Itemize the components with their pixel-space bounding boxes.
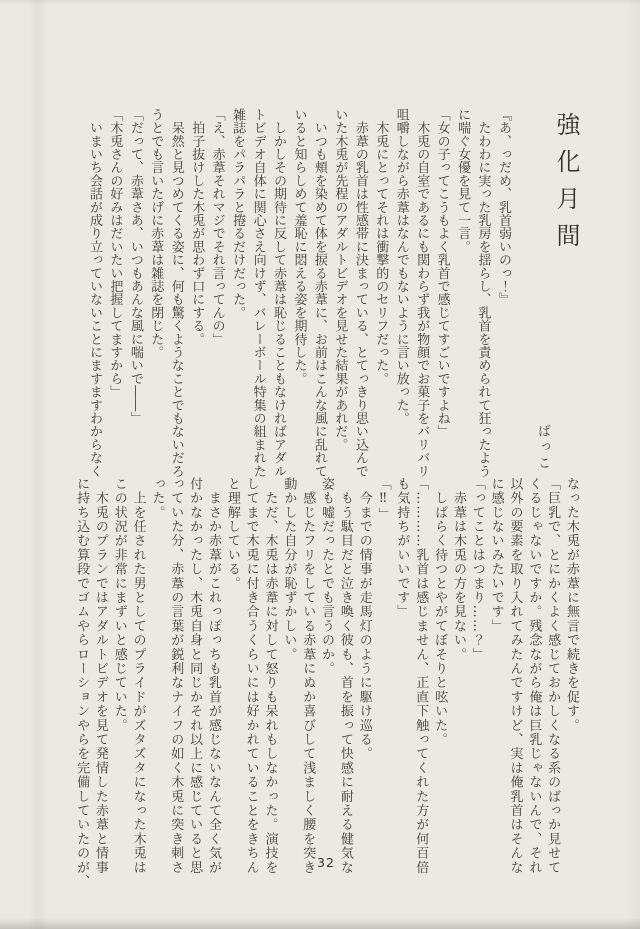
- text-column: と理解している。: [224, 477, 240, 591]
- text-column: くるじゃないですか。残念ながら俺は巨乳じゃないんで、それ: [526, 477, 542, 875]
- author-name: ばっこ: [535, 424, 550, 472]
- text-column: 木兎のプランではアダルトビデオを見て発情した赤葦と情事: [92, 477, 108, 875]
- text-column: いた木兎が先程のアダルトビデオを見せた結果があれだ。: [332, 108, 348, 452]
- text-column: もう駄目だと泣き喚く彼も、首を振って快感に耐える健気な: [337, 477, 353, 875]
- text-column: まさか赤葦がこれっぽっちも乳首が感じないなんて全く気が: [205, 477, 221, 875]
- text-column: 上を任された男としてのプライドがズタズタになった木兎は: [130, 477, 146, 875]
- page-title: 強化月間: [552, 112, 580, 260]
- text-column: 赤葦の乳首は性感帯に決まっている、とてっきり思い込んで: [352, 108, 368, 478]
- text-column: 動かした自分が恥ずかしい。: [281, 477, 297, 662]
- text-column: 「‼」: [375, 477, 391, 522]
- page-number: 32: [317, 855, 335, 870]
- text-column: 呆然と見つめてくる姿に、何も驚くようなことでもないだろ: [168, 108, 184, 478]
- text-column: ただ、木兎は赤葦に対して怒りも呆れもしなかった。演技を: [262, 477, 278, 875]
- page-binding-shading: [28, 0, 48, 929]
- text-column: 『あ、っだめ、乳首弱いのっ！』: [496, 108, 511, 306]
- text-column: 「女の子ってこうもよく乳首で感じてすごいですよね」: [434, 108, 450, 438]
- text-column: この状況が非常にまずいと感じていた。: [111, 477, 127, 733]
- text-column: しばらく待つとやがてぼそりと呟いた。: [432, 477, 448, 747]
- text-column: 拍子抜けした木兎が思わず口にする。: [189, 108, 205, 346]
- text-column: 今までの情事が走馬灯のように駆け巡る。: [356, 477, 372, 761]
- text-column: いつも頬を染めて体を捩る赤葦に、お前はこんな風に乱れて: [311, 108, 327, 478]
- text-column: 赤葦は木兎の方を見ない。: [450, 477, 466, 662]
- text-column: っていた分、赤葦の言葉が鋭利なナイフの如く木兎に突き刺さ: [168, 477, 184, 875]
- text-column: 姿も嘘だったとでも言うのか。: [319, 477, 335, 676]
- text-column: った。: [149, 477, 165, 520]
- text-column: に感じないみたいです」: [488, 477, 504, 634]
- text-column: 咀嚼しながら赤葦はなんでもないように言い放った。: [393, 108, 409, 425]
- text-column: 付かなかったし、木兎自身と同じかそれ以上に感じていると思: [187, 477, 203, 875]
- text-column: 以外の要素を取り入れてみたんですけど、実は俺乳首はそんな: [507, 477, 523, 875]
- text-column: 木兎にとってそれは衝撃的のセリフだった。: [373, 108, 389, 386]
- text-column: 「え、赤葦それマジでそれ言ってんの」: [209, 108, 225, 346]
- text-column: してまで木兎に付き合うくらいには好かれていることをきちん: [243, 477, 259, 875]
- page-top-shading: [0, 0, 640, 5]
- text-column: 木兎の自室であるにも関わらず我が物顔でお菓子をバリバリ: [414, 108, 430, 478]
- text-column: たわわに実った乳房を揺らし、乳首を責められて狂ったよう: [475, 108, 491, 478]
- text-column: に喘ぐ女優を見て一言。: [455, 108, 471, 254]
- text-column: うとでも言いたげに赤葦は雑誌を閉じた。: [148, 108, 164, 359]
- text-column: 雑誌をパラパラと捲るだけだった。: [230, 108, 246, 320]
- page-bottom-shadow: [0, 918, 640, 929]
- text-column: 「巨乳で、とにかくよく感じておかしくなる系のばっか見せて: [545, 477, 561, 875]
- text-column: 「ってことはつまり……？」: [469, 477, 485, 662]
- text-column: いまいち会話が成り立っていないことにますますわからなく: [86, 108, 102, 478]
- text-column: いると知らしめて羞恥に悶える姿を期待した。: [291, 108, 307, 386]
- text-column: に持ち込む算段でゴムやらローションやらを完備していたのが、: [74, 477, 90, 889]
- text-column: なった木兎が赤葦に無言で続きを促す。: [564, 477, 579, 733]
- text-column: トビデオ自体に関心さえ向けず、バレーボール特集の組まれた: [250, 108, 266, 478]
- text-column: しかしその期待に反して赤葦は恥じることもなければアダル: [271, 108, 287, 478]
- page-right-shading: [626, 0, 640, 929]
- text-column: 「だって、赤葦さあ、いつもあんな風に喘いで――」: [127, 108, 143, 425]
- text-column: 「…………乳首は感じません、正直下触ってくれた方が何百倍: [413, 477, 429, 875]
- text-column: 「木兎さんの好みはだいたい把握してますから」: [107, 108, 123, 399]
- text-column: も気持ちがいいです」: [394, 477, 410, 619]
- text-block-top: [83, 108, 513, 480]
- text-block-bottom: [71, 477, 580, 911]
- text-column: 感じたフリをしている赤葦にぬか喜びして浅ましく腰を突き: [300, 477, 316, 875]
